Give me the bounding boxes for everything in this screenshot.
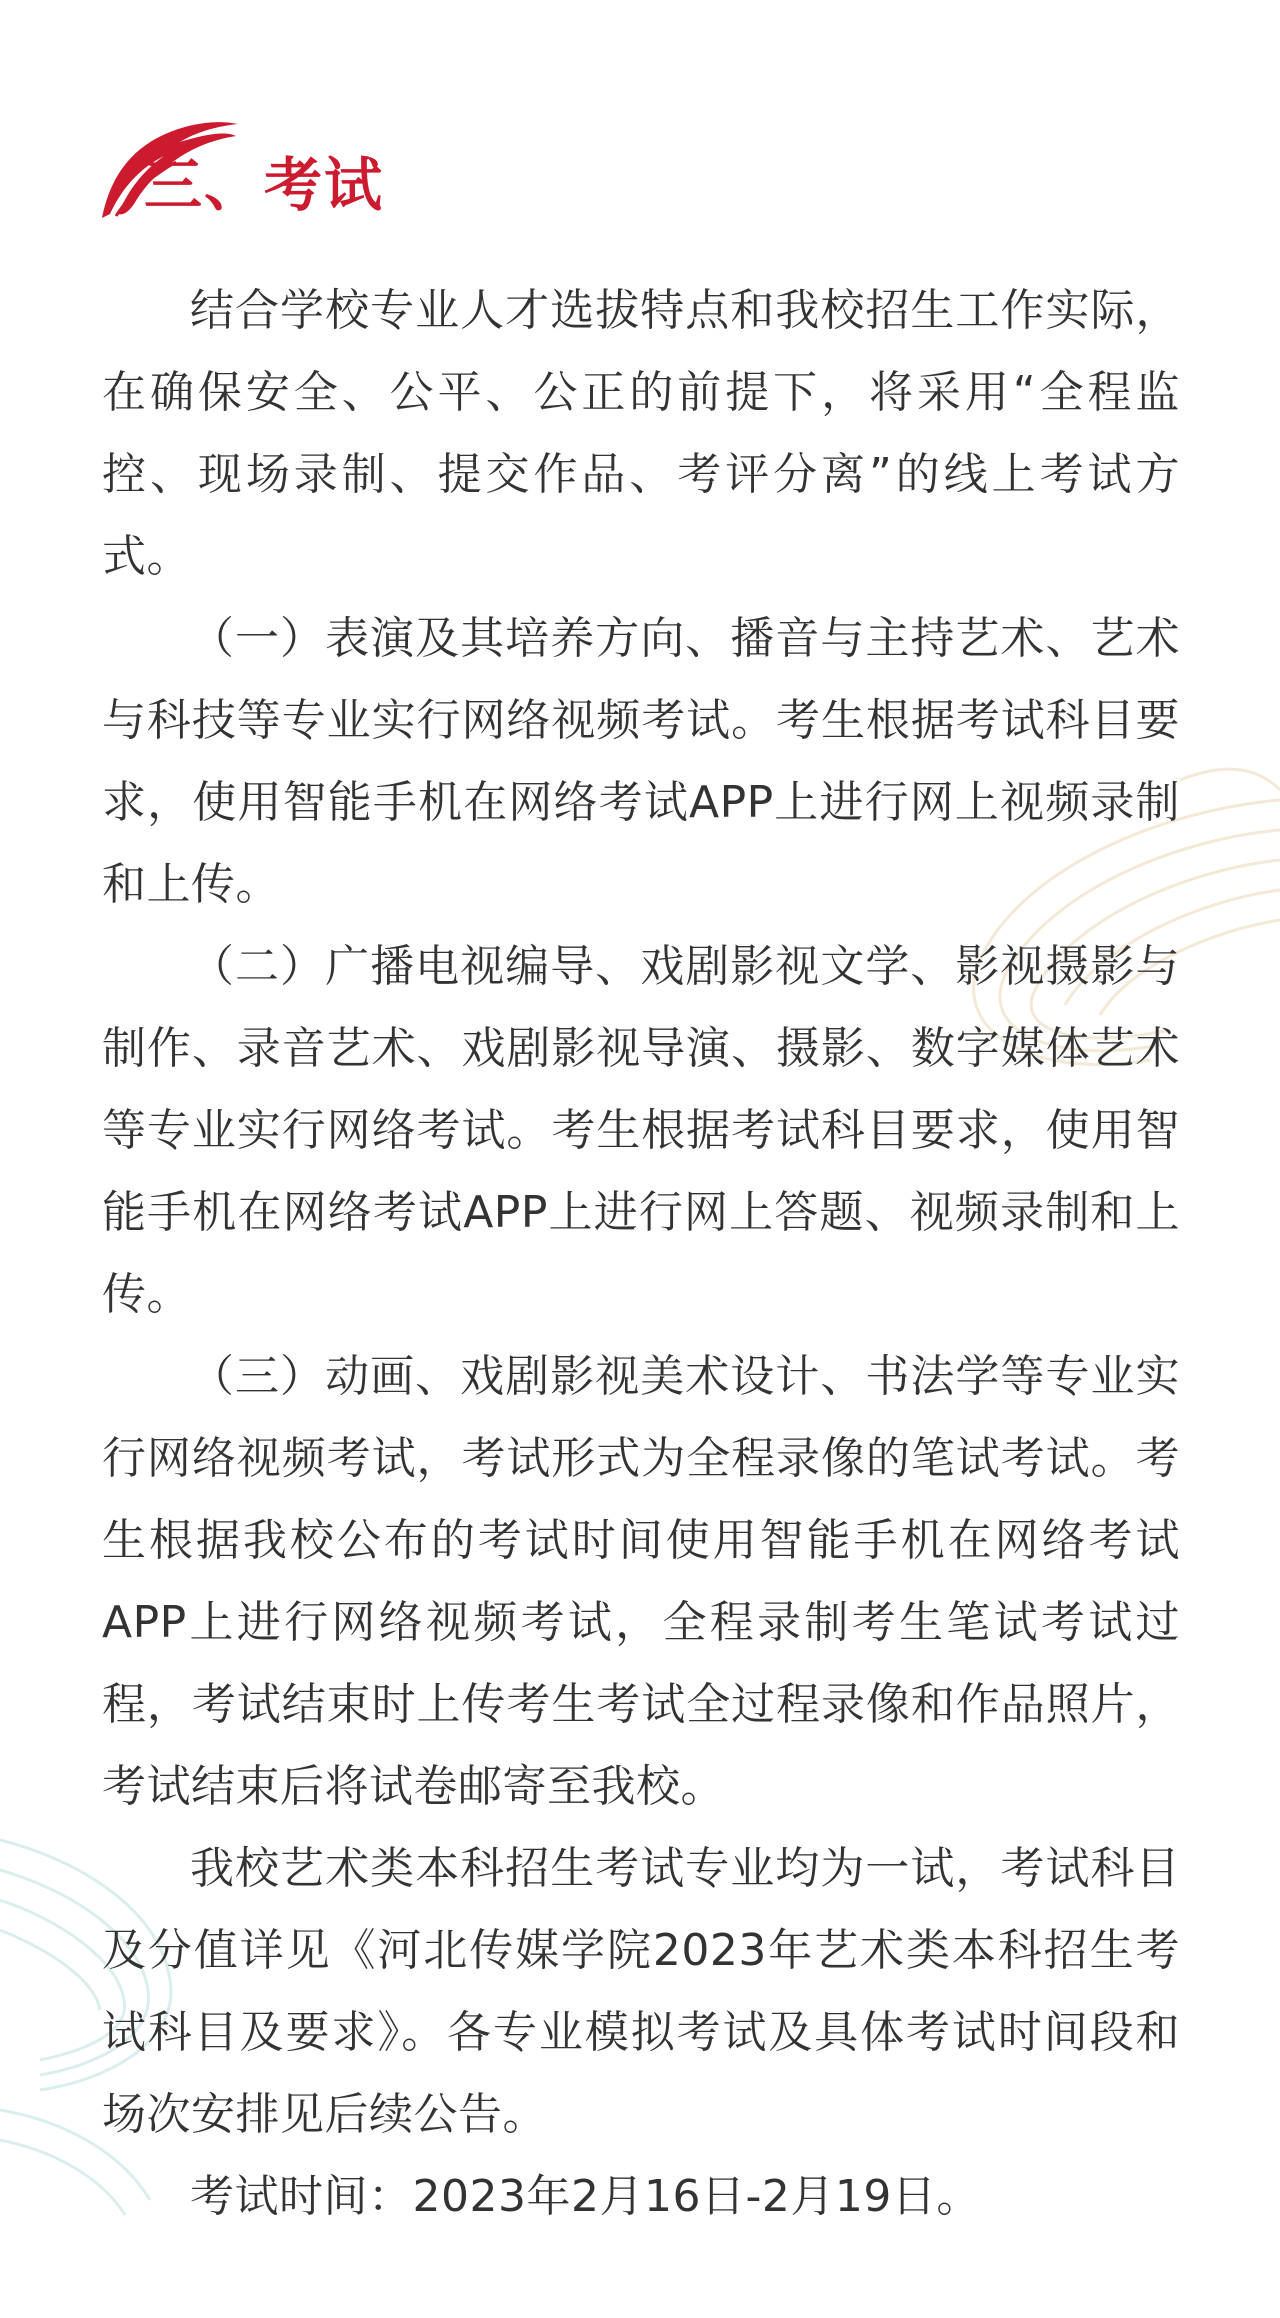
paragraph-exam-time: 考试时间：2023年2月16日-2月19日。 — [190, 2171, 981, 2222]
paragraph-exam-subjects: 我校艺术类本科招生考试专业均为一试，考试科目及分值详见《河北传媒学院2023年艺术类本科招生考试科目及要求》。各专业模拟考试及具体考试时间段和场次安排见后续公告。 — [102, 1843, 1180, 2140]
paragraph-media-exam: （二）广播电视编导、戏剧影视文学、影视摄影与制作、录音艺术、戏剧影视导演、摄影、数字媒体艺术等专业实行网络考试。考生根据考试科目要求，使用智能手机在网络考试APP上进行网上答题、视频录制和上传。 — [102, 941, 1180, 1320]
paragraph-performance-exam: （一）表演及其培养方向、播音与主持艺术、艺术与科技等专业实行网络视频考试。考生根据考试科目要求，使用智能手机在网络考试APP上进行网上视频录制和上传。 — [102, 613, 1180, 910]
intro-paragraph: 结合学校专业人才选拔特点和我校招生工作实际，在确保安全、公平、公正的前提下，将采用“全程监控、现场录制、提交作品、考评分离”的线上考试方式。 — [102, 285, 1180, 582]
section-header — [100, 118, 700, 228]
section-title: 三、考试 — [144, 151, 385, 219]
document-body — [102, 270, 1180, 2238]
paragraph-animation-exam: （三）动画、戏剧影视美术设计、书法学等专业实行网络视频考试，考试形式为全程录像的笔试考试。考生根据我校公布的考试时间使用智能手机在网络考试APP上进行网络视频考试，全程录制考生笔试考试过程，考试结束时上传考生考试全过程录像和作品照片，考试结束后将试卷邮寄至我校。 — [102, 1351, 1180, 1812]
